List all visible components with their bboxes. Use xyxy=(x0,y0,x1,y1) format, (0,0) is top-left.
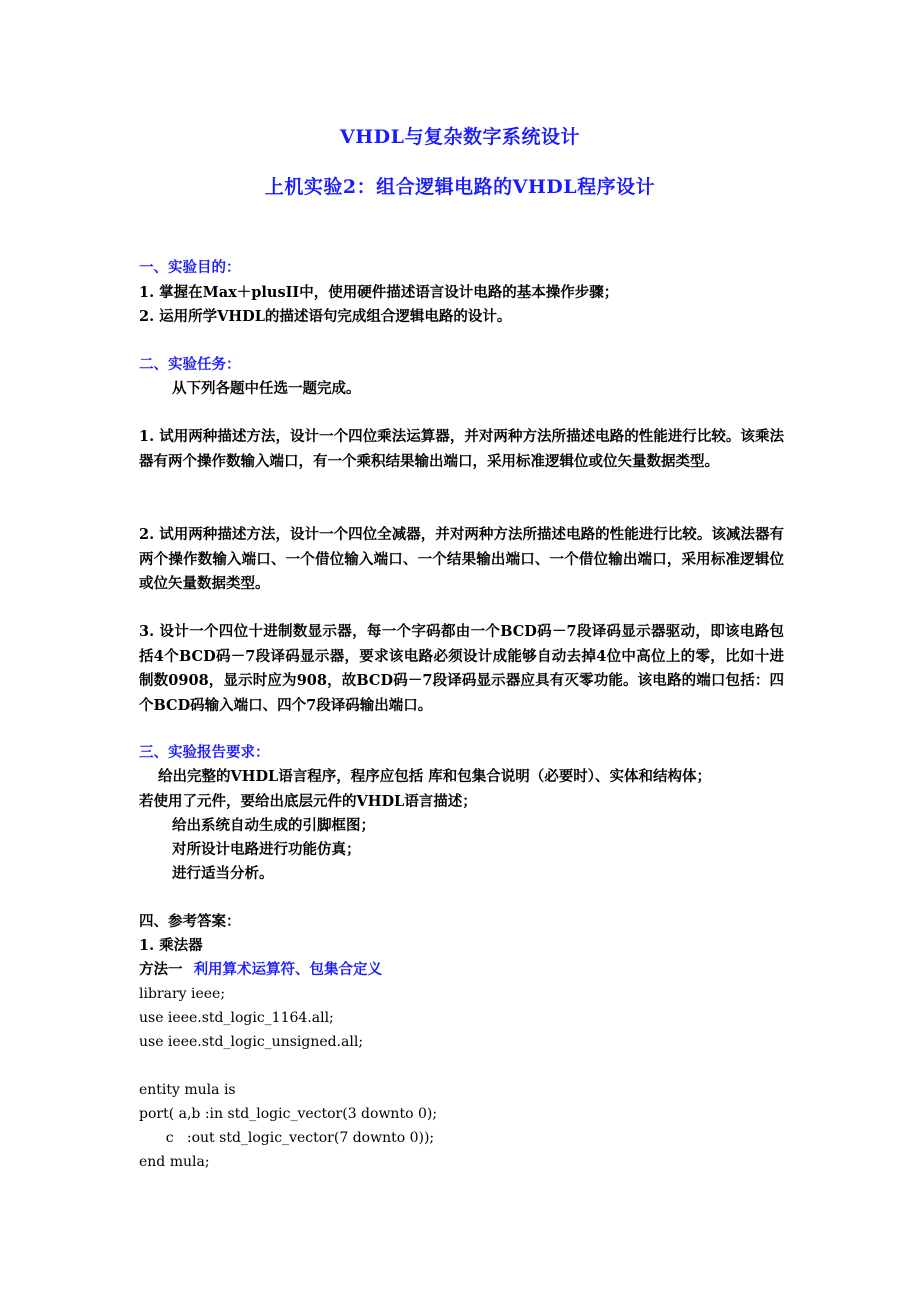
section-2-heading: 二、实验任务： xyxy=(139,356,241,373)
report-req-2: 给出系统自动生成的引脚框图； xyxy=(172,817,375,834)
task-2: 2. 试用两种描述方法，设计一个四位全减器，并对两种方法所描述电路的性能进行比较。该减法器有两个操作数输入端口、一个借位输入端口、一个结果输出端口、一个借位输出端口，采用标准逻辑位或位矢量数据类型。 xyxy=(139,526,784,592)
code-line: end mula; xyxy=(139,1154,210,1170)
task-3: 3. 设计一个四位十进制数显示器，每一个字码都由一个BCD码－7段译码显示器驱动，即该电路包括4个BCD码－7段译码显示器，要求该电路必须设计成能够自动去掉4位中高位上的零，比如十进制数0908，显示时应为908，故BCD码－7段译码显示器应具有灭零功能。该电路的端口包括：四个BCD码输入端口、四个7段译码输出端口。 xyxy=(139,623,784,714)
doc-title: VHDL与复杂数字系统设计 xyxy=(339,126,581,148)
code-line: port( a,b :in std_logic_vector(3 downto 0); xyxy=(139,1106,438,1122)
method-description: 利用算术运算符、包集合定义 xyxy=(193,961,383,978)
objective-1: 1. 掌握在Max＋plusII中，使用硬件描述语言设计电路的基本操作步骤； xyxy=(139,284,619,301)
code-line: library ieee; xyxy=(139,986,226,1002)
doc-subtitle: 上机实验2：组合逻辑电路的VHDL程序设计 xyxy=(264,176,656,198)
task-1: 1. 试用两种描述方法，设计一个四位乘法运算器，并对两种方法所描述电路的性能进行比较。该乘法器有两个操作数输入端口，有一个乘积结果输出端口，采用标准逻辑位或位矢量数据类型。 xyxy=(139,428,784,470)
section-3-heading: 三、实验报告要求： xyxy=(139,744,270,761)
report-req-1-cont: 若使用了元件，要给出底层元件的VHDL语言描述； xyxy=(139,793,477,810)
answer-1-title: 1. 乘法器 xyxy=(139,937,203,954)
code-line: entity mula is xyxy=(139,1082,236,1098)
code-line: c :out std_logic_vector(7 downto 0)); xyxy=(139,1130,435,1146)
task-intro: 从下列各题中任选一题完成。 xyxy=(172,380,361,397)
code-line: use ieee.std_logic_unsigned.all; xyxy=(139,1034,364,1050)
method-line xyxy=(139,958,784,982)
method-label: 方法一 xyxy=(139,961,183,978)
objective-2: 2. 运用所学VHDL的描述语句完成组合逻辑电路的设计。 xyxy=(139,308,512,325)
report-req-1: 给出完整的VHDL语言程序，程序应包括 库和包集合说明（必要时）、实体和结构体； xyxy=(158,768,712,785)
section-4-heading: 四、参考答案： xyxy=(139,913,241,930)
report-req-4: 进行适当分析。 xyxy=(172,865,274,882)
section-1-heading: 一、实验目的： xyxy=(139,259,241,276)
code-line: use ieee.std_logic_1164.all; xyxy=(139,1010,334,1026)
report-req-3: 对所设计电路进行功能仿真； xyxy=(172,841,361,858)
